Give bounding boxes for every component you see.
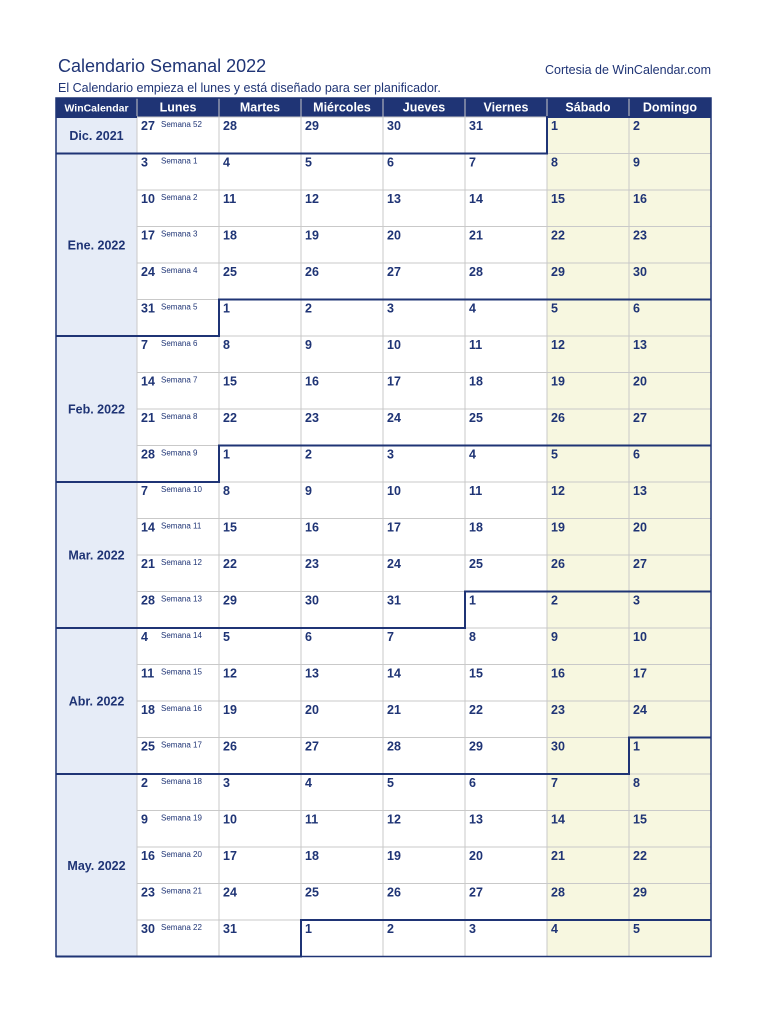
day-number[interactable]: 19 xyxy=(223,703,237,717)
day-number[interactable]: 8 xyxy=(551,155,558,170)
day-number[interactable]: 21 xyxy=(551,849,565,863)
day-number[interactable]: 8 xyxy=(633,776,640,790)
day-number[interactable]: 16 xyxy=(551,666,565,681)
day-number[interactable]: 26 xyxy=(551,557,565,571)
day-number[interactable]: 16 xyxy=(305,374,319,389)
month-label: May. 2022 xyxy=(67,858,126,873)
day-number[interactable]: 24 xyxy=(387,557,401,571)
week-number-label: Semana 21 xyxy=(161,886,202,896)
day-number[interactable]: 19 xyxy=(551,374,565,389)
day-number[interactable]: 11 xyxy=(305,812,319,827)
day-number[interactable]: 30 xyxy=(305,593,319,608)
day-number[interactable]: 17 xyxy=(633,666,647,681)
day-number[interactable]: 29 xyxy=(223,593,237,608)
day-number[interactable]: 20 xyxy=(387,228,401,243)
day-number[interactable]: 16 xyxy=(633,192,647,206)
day-number[interactable]: 25 xyxy=(469,411,483,425)
day-number[interactable]: 30 xyxy=(551,739,565,754)
day-number[interactable]: 3 xyxy=(223,776,230,790)
day-number[interactable]: 1 xyxy=(223,301,230,316)
day-number[interactable]: 3 xyxy=(141,155,148,170)
week-number-label: Semana 16 xyxy=(161,704,202,713)
day-number[interactable]: 26 xyxy=(223,739,237,754)
day-number[interactable]: 11 xyxy=(469,338,483,352)
day-number[interactable]: 5 xyxy=(387,776,394,790)
day-number[interactable]: 7 xyxy=(469,155,476,170)
day-number[interactable]: 17 xyxy=(141,228,155,243)
day-number[interactable]: 29 xyxy=(305,119,319,133)
column-header-6: Sábado xyxy=(565,100,611,115)
week-number-label: Semana 14 xyxy=(161,631,202,640)
week-number-label: Semana 9 xyxy=(161,448,198,458)
day-number[interactable]: 28 xyxy=(141,447,155,462)
day-number[interactable]: 6 xyxy=(469,776,476,790)
day-number[interactable]: 30 xyxy=(141,922,155,936)
day-number[interactable]: 12 xyxy=(223,666,237,681)
day-number[interactable]: 28 xyxy=(469,265,483,279)
day-number[interactable]: 23 xyxy=(305,411,319,425)
column-header-5: Viernes xyxy=(483,100,529,115)
day-number[interactable]: 27 xyxy=(141,119,155,133)
day-number[interactable]: 21 xyxy=(141,557,155,571)
day-number[interactable]: 15 xyxy=(551,192,565,206)
day-number[interactable]: 19 xyxy=(551,520,565,535)
day-number[interactable]: 4 xyxy=(223,155,230,170)
column-header-2: Martes xyxy=(239,100,281,115)
day-number[interactable]: 26 xyxy=(305,265,319,279)
week-number-label: Semana 1 xyxy=(161,156,198,166)
day-number[interactable]: 6 xyxy=(305,630,312,644)
day-number[interactable]: 14 xyxy=(551,812,565,827)
week-number-label: Semana 8 xyxy=(161,412,198,421)
day-number[interactable]: 21 xyxy=(141,411,155,425)
day-number[interactable]: 22 xyxy=(223,411,237,425)
day-number[interactable]: 2 xyxy=(141,776,148,790)
week-number-label: Semana 2 xyxy=(161,193,198,202)
day-number[interactable]: 2 xyxy=(387,922,394,936)
day-number[interactable]: 26 xyxy=(551,411,565,425)
day-number[interactable]: 15 xyxy=(223,520,237,535)
day-number[interactable]: 3 xyxy=(633,593,640,608)
day-number[interactable]: 19 xyxy=(305,228,319,243)
month-label: Ene. 2022 xyxy=(67,238,126,253)
day-number[interactable]: 12 xyxy=(551,338,565,352)
day-number[interactable]: 22 xyxy=(633,849,647,863)
day-number[interactable]: 9 xyxy=(551,630,558,644)
day-number[interactable]: 17 xyxy=(387,520,401,535)
day-number[interactable]: 10 xyxy=(141,192,155,206)
day-number[interactable]: 15 xyxy=(469,666,483,681)
day-number[interactable]: 12 xyxy=(551,484,565,498)
day-number[interactable]: 3 xyxy=(387,447,394,462)
day-number[interactable]: 31 xyxy=(387,593,401,608)
day-number[interactable]: 12 xyxy=(305,192,319,206)
week-number-label: Semana 11 xyxy=(161,521,202,531)
day-number[interactable]: 15 xyxy=(633,812,647,827)
week-number-label: Semana 3 xyxy=(161,229,198,239)
day-number[interactable]: 18 xyxy=(223,228,237,243)
day-number[interactable]: 14 xyxy=(387,666,401,681)
day-number[interactable]: 30 xyxy=(387,119,401,133)
month-label: Dic. 2021 xyxy=(69,128,124,143)
day-number[interactable]: 13 xyxy=(387,192,401,206)
week-number-label: Semana 22 xyxy=(161,923,202,932)
day-number[interactable]: 7 xyxy=(551,776,558,790)
day-number[interactable]: 8 xyxy=(469,630,476,644)
day-number[interactable]: 17 xyxy=(387,374,401,389)
page-title: Calendario Semanal 2022 xyxy=(58,56,267,76)
day-number[interactable]: 23 xyxy=(633,228,647,243)
day-number[interactable]: 2 xyxy=(633,119,640,133)
day-number[interactable]: 29 xyxy=(633,885,647,900)
day-number[interactable]: 16 xyxy=(305,520,319,535)
day-number[interactable]: 18 xyxy=(469,520,483,535)
day-number[interactable]: 2 xyxy=(305,447,312,462)
month-label: Feb. 2022 xyxy=(68,402,125,417)
day-number[interactable]: 30 xyxy=(633,265,647,279)
month-label: Abr. 2022 xyxy=(68,694,125,709)
day-number[interactable]: 20 xyxy=(305,703,319,717)
day-number[interactable]: 11 xyxy=(141,666,155,681)
day-number[interactable]: 1 xyxy=(633,739,640,754)
day-number[interactable]: 27 xyxy=(305,739,319,754)
week-number-label: Semana 6 xyxy=(161,339,198,348)
column-header-1: Lunes xyxy=(159,100,197,115)
day-number[interactable]: 17 xyxy=(223,849,237,863)
day-number[interactable]: 3 xyxy=(387,301,394,316)
day-number[interactable]: 27 xyxy=(469,885,483,900)
day-number[interactable]: 7 xyxy=(387,630,394,644)
day-number[interactable]: 20 xyxy=(633,374,647,389)
week-number-label: Semana 4 xyxy=(161,266,198,275)
day-number[interactable]: 6 xyxy=(387,155,394,170)
week-number-label: Semana 10 xyxy=(161,485,202,494)
day-number[interactable]: 2 xyxy=(305,301,312,316)
day-number[interactable]: 28 xyxy=(551,885,565,900)
week-number-label: Semana 18 xyxy=(161,777,202,786)
day-number[interactable]: 13 xyxy=(633,484,647,498)
day-number[interactable]: 8 xyxy=(223,484,230,498)
day-number[interactable]: 9 xyxy=(305,338,312,352)
day-number[interactable]: 27 xyxy=(633,557,647,571)
day-number[interactable]: 5 xyxy=(633,922,640,936)
day-number[interactable]: 26 xyxy=(387,885,401,900)
day-number[interactable]: 5 xyxy=(551,447,558,462)
day-number[interactable]: 20 xyxy=(469,849,483,863)
day-number[interactable]: 10 xyxy=(223,812,237,827)
day-number[interactable]: 15 xyxy=(223,374,237,389)
day-number[interactable]: 1 xyxy=(551,119,558,133)
day-number[interactable]: 1 xyxy=(305,922,312,936)
day-number[interactable]: 18 xyxy=(305,849,319,863)
day-number[interactable]: 27 xyxy=(387,265,401,279)
day-number[interactable]: 22 xyxy=(223,557,237,571)
day-number[interactable]: 14 xyxy=(141,374,155,389)
column-header-0: WinCalendar xyxy=(64,102,129,115)
column-header-7: Domingo xyxy=(642,100,698,115)
day-number[interactable]: 10 xyxy=(387,484,401,498)
day-number[interactable]: 20 xyxy=(633,520,647,535)
day-number[interactable]: 16 xyxy=(141,849,155,863)
day-number[interactable]: 13 xyxy=(469,812,483,827)
day-number[interactable]: 24 xyxy=(633,703,647,717)
day-number[interactable]: 14 xyxy=(469,192,483,206)
day-number[interactable]: 22 xyxy=(469,703,483,717)
column-header-4: Jueves xyxy=(402,100,446,115)
day-number[interactable]: 24 xyxy=(387,411,401,425)
day-number[interactable]: 2 xyxy=(551,593,558,608)
day-number[interactable]: 22 xyxy=(551,228,565,243)
day-number[interactable]: 7 xyxy=(141,338,148,352)
column-header-3: Miércoles xyxy=(313,100,371,115)
day-number[interactable]: 24 xyxy=(223,885,237,900)
day-number[interactable]: 21 xyxy=(469,228,483,243)
day-number[interactable]: 8 xyxy=(223,338,230,352)
day-number[interactable]: 4 xyxy=(305,776,312,790)
day-number[interactable]: 6 xyxy=(633,447,640,462)
day-number[interactable]: 12 xyxy=(387,812,401,827)
week-number-label: Semana 17 xyxy=(161,740,202,750)
week-number-label: Semana 15 xyxy=(161,667,202,677)
day-number[interactable]: 9 xyxy=(633,155,640,170)
day-number[interactable]: 13 xyxy=(305,666,319,681)
day-number[interactable]: 23 xyxy=(305,557,319,571)
day-number[interactable]: 31 xyxy=(469,119,483,133)
day-number[interactable]: 28 xyxy=(223,119,237,133)
week-number-label: Semana 19 xyxy=(161,813,202,823)
day-number[interactable]: 18 xyxy=(141,703,155,717)
day-number[interactable]: 13 xyxy=(633,338,647,352)
day-number[interactable]: 28 xyxy=(387,739,401,754)
day-number[interactable]: 23 xyxy=(551,703,565,717)
day-number[interactable]: 10 xyxy=(387,338,401,352)
day-number[interactable]: 6 xyxy=(633,301,640,316)
day-number[interactable]: 9 xyxy=(141,812,148,827)
day-number[interactable]: 25 xyxy=(469,557,483,571)
day-number[interactable]: 28 xyxy=(141,593,155,608)
week-number-label: Semana 13 xyxy=(161,594,202,604)
day-number[interactable]: 19 xyxy=(387,849,401,863)
day-number[interactable]: 3 xyxy=(469,922,476,936)
page-subtitle: El Calendario empieza el lunes y está diseñado para ser planificador. xyxy=(58,81,441,95)
week-number-label: Semana 7 xyxy=(161,375,198,385)
day-number[interactable]: 5 xyxy=(223,630,230,644)
day-number[interactable]: 18 xyxy=(469,374,483,389)
day-number[interactable]: 1 xyxy=(469,593,476,608)
day-number[interactable]: 24 xyxy=(141,265,155,279)
day-number[interactable]: 4 xyxy=(141,630,148,644)
week-number-label: Semana 5 xyxy=(161,302,198,312)
day-number[interactable]: 11 xyxy=(469,484,483,498)
day-number[interactable]: 21 xyxy=(387,703,401,717)
day-number[interactable]: 31 xyxy=(223,922,237,936)
day-number[interactable]: 4 xyxy=(469,447,476,462)
day-number[interactable]: 25 xyxy=(141,739,155,754)
day-number[interactable]: 31 xyxy=(141,301,155,316)
day-number[interactable]: 4 xyxy=(551,922,558,936)
week-number-label: Semana 20 xyxy=(161,850,202,859)
day-number[interactable]: 25 xyxy=(223,265,237,279)
day-number[interactable]: 23 xyxy=(141,885,155,900)
day-number[interactable]: 14 xyxy=(141,520,155,535)
day-number[interactable]: 11 xyxy=(223,192,237,206)
day-number[interactable]: 5 xyxy=(551,301,558,316)
day-number[interactable]: 29 xyxy=(551,265,565,279)
day-number[interactable]: 1 xyxy=(223,447,230,462)
day-number[interactable]: 7 xyxy=(141,484,148,498)
day-number[interactable]: 4 xyxy=(469,301,476,316)
day-number[interactable]: 25 xyxy=(305,885,319,900)
month-label: Mar. 2022 xyxy=(68,548,125,563)
week-number-label: Semana 52 xyxy=(161,120,202,129)
courtesy-link[interactable]: Cortesia de WinCalendar.com xyxy=(545,63,712,77)
day-number[interactable]: 5 xyxy=(305,155,312,170)
day-number[interactable]: 10 xyxy=(633,630,647,644)
day-number[interactable]: 9 xyxy=(305,484,312,498)
day-number[interactable]: 29 xyxy=(469,739,483,754)
week-number-label: Semana 12 xyxy=(161,558,202,567)
day-number[interactable]: 27 xyxy=(633,411,647,425)
